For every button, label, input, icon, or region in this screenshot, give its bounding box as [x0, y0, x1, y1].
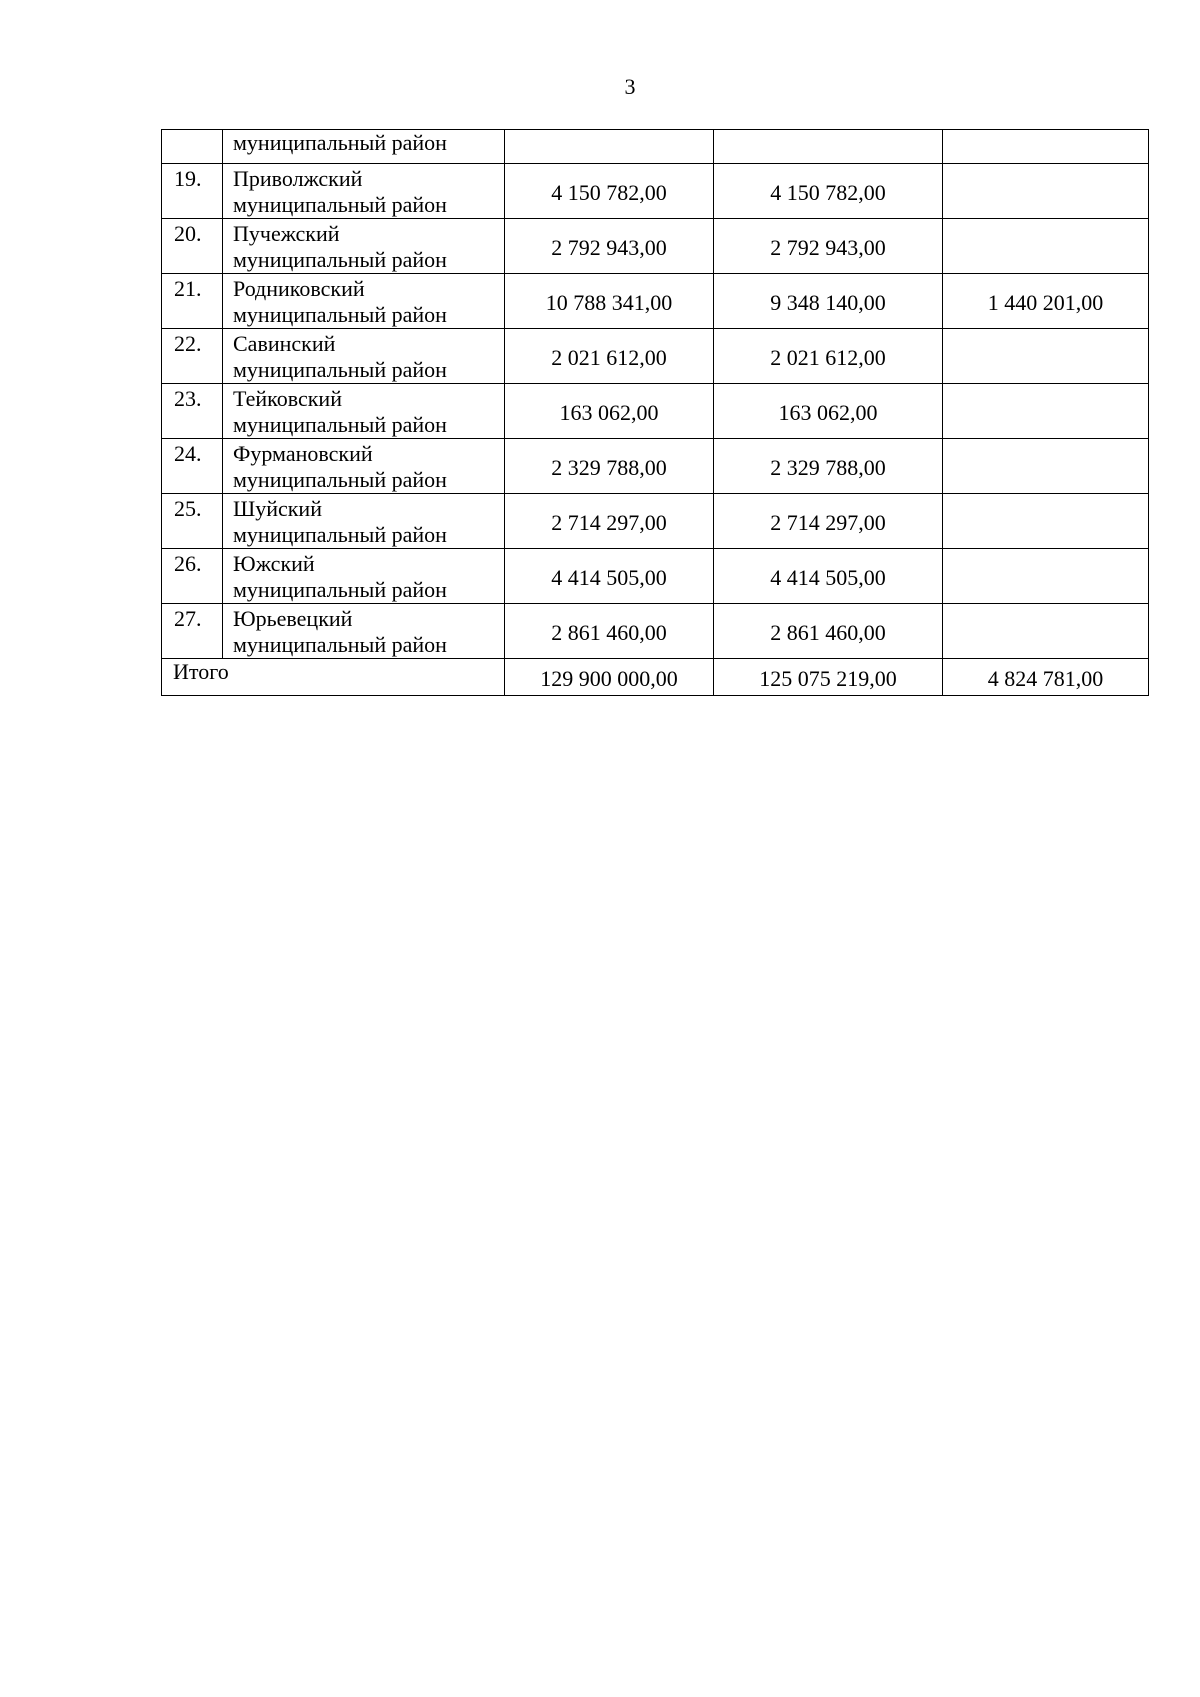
district-type-line: муниципальный район	[233, 577, 447, 602]
district-name-line: Юрьевецкий	[233, 606, 353, 631]
district-name-cell	[223, 130, 505, 164]
district-name-line: муниципальный район	[233, 130, 447, 155]
col-a-cell: 2 021 612,00	[714, 329, 943, 384]
table-row	[162, 219, 1149, 274]
district-type-line: муниципальный район	[233, 302, 447, 327]
col-b-cell	[943, 549, 1149, 604]
col-b-cell	[943, 439, 1149, 494]
row-number-cell: 24.	[162, 439, 223, 494]
row-number-cell: 21.	[162, 274, 223, 329]
col-a-cell: 2 861 460,00	[714, 604, 943, 659]
col-b-cell	[943, 130, 1149, 164]
district-name-cell	[223, 549, 505, 604]
grand-total-cell: 129 900 000,00	[505, 659, 714, 696]
total-cell: 2 021 612,00	[505, 329, 714, 384]
district-name-line: Фурмановский	[233, 441, 373, 466]
row-number-cell: 27.	[162, 604, 223, 659]
district-type-line: муниципальный район	[233, 247, 447, 272]
district-name-cell	[223, 384, 505, 439]
district-name-cell	[223, 164, 505, 219]
col-a-cell: 2 714 297,00	[714, 494, 943, 549]
total-cell: 2 714 297,00	[505, 494, 714, 549]
district-name-line: Южский	[233, 551, 315, 576]
district-name-cell	[223, 439, 505, 494]
table-row	[162, 439, 1149, 494]
district-type-line: муниципальный район	[233, 467, 447, 492]
col-b-cell	[943, 494, 1149, 549]
district-name-cell	[223, 494, 505, 549]
district-type-line: муниципальный район	[233, 357, 447, 382]
row-number-cell: 22.	[162, 329, 223, 384]
district-name-line: Пучежский	[233, 221, 340, 246]
district-type-line: муниципальный район	[233, 522, 447, 547]
col-a-cell: 163 062,00	[714, 384, 943, 439]
budget-table	[161, 129, 1149, 696]
col-b-cell	[943, 384, 1149, 439]
district-type-line: муниципальный район	[233, 412, 447, 437]
table-row	[162, 604, 1149, 659]
col-b-cell	[943, 164, 1149, 219]
district-name-line: Савинский	[233, 331, 336, 356]
table-row-continued	[162, 130, 1149, 164]
district-name-cell	[223, 329, 505, 384]
row-number-cell	[162, 130, 223, 164]
district-name-cell	[223, 274, 505, 329]
total-cell: 2 329 788,00	[505, 439, 714, 494]
col-a-cell: 2 792 943,00	[714, 219, 943, 274]
table-row	[162, 549, 1149, 604]
table-body	[162, 130, 1149, 696]
col-a-cell: 9 348 140,00	[714, 274, 943, 329]
row-number-cell: 19.	[162, 164, 223, 219]
col-a-cell	[714, 130, 943, 164]
district-name-cell	[223, 604, 505, 659]
col-a-cell: 2 329 788,00	[714, 439, 943, 494]
row-number-cell: 25.	[162, 494, 223, 549]
col-a-cell: 4 414 505,00	[714, 549, 943, 604]
row-number-cell: 26.	[162, 549, 223, 604]
row-number-cell: 23.	[162, 384, 223, 439]
total-cell: 163 062,00	[505, 384, 714, 439]
total-label-cell: Итого	[162, 659, 505, 696]
row-number-cell: 20.	[162, 219, 223, 274]
col-b-cell	[943, 219, 1149, 274]
total-cell: 10 788 341,00	[505, 274, 714, 329]
total-cell: 4 414 505,00	[505, 549, 714, 604]
district-name-line: Шуйский	[233, 496, 322, 521]
col-b-cell	[943, 329, 1149, 384]
page-number: 3	[624, 74, 636, 99]
table-total-row	[162, 659, 1149, 696]
table-row	[162, 329, 1149, 384]
table-row	[162, 274, 1149, 329]
total-cell: 2 792 943,00	[505, 219, 714, 274]
district-type-line: муниципальный район	[233, 192, 447, 217]
district-type-line: муниципальный район	[233, 632, 447, 657]
district-name-line: Приволжский	[233, 166, 363, 191]
col-a-total-cell: 125 075 219,00	[714, 659, 943, 696]
table-row	[162, 494, 1149, 549]
district-name-line: Родниковский	[233, 276, 365, 301]
col-a-cell: 4 150 782,00	[714, 164, 943, 219]
table-row	[162, 164, 1149, 219]
col-b-cell: 1 440 201,00	[943, 274, 1149, 329]
total-cell	[505, 130, 714, 164]
total-cell: 2 861 460,00	[505, 604, 714, 659]
district-name-line: Тейковский	[233, 386, 342, 411]
district-name-cell	[223, 219, 505, 274]
table-row	[162, 384, 1149, 439]
col-b-total-cell: 4 824 781,00	[943, 659, 1149, 696]
col-b-cell	[943, 604, 1149, 659]
total-cell: 4 150 782,00	[505, 164, 714, 219]
